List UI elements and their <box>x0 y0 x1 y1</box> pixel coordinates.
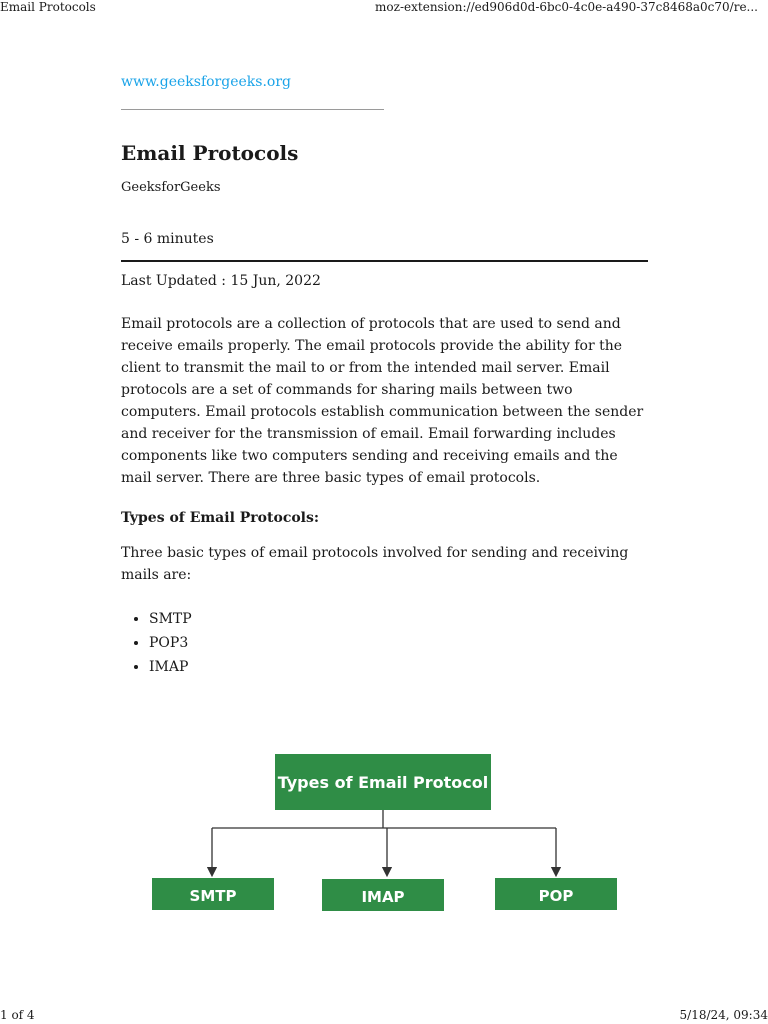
browser-url: moz-extension://ed906d0d-6bc0-4c0e-a490-37c8468a0c70/re... <box>375 0 758 14</box>
browser-page-title: Email Protocols <box>0 0 96 14</box>
last-updated: Last Updated : 15 Jun, 2022 <box>121 273 321 289</box>
list-item-pop3: • POP3 <box>149 631 192 655</box>
protocol-list <box>121 607 192 679</box>
print-timestamp: 5/18/24, 09:34 <box>679 1008 768 1022</box>
read-time: 5 - 6 minutes <box>121 231 214 247</box>
site-link[interactable]: www.geeksforgeeks.org <box>121 74 291 90</box>
list-item-imap: • IMAP <box>149 655 192 679</box>
article-author: GeeksforGeeks <box>121 180 221 195</box>
email-protocol-diagram <box>150 752 620 914</box>
types-heading: Types of Email Protocols: <box>121 510 320 526</box>
page-indicator: 1 of 4 <box>0 1008 35 1022</box>
types-intro-paragraph: Three basic types of email protocols involved for sending and receiving mails are: <box>121 545 629 583</box>
divider-long <box>121 260 648 262</box>
root-box-label: Types of Email Protocol <box>277 773 489 792</box>
imap-box-label: IMAP <box>361 888 405 906</box>
pop-box-label: POP <box>538 887 574 905</box>
intro-paragraph: Email protocols are a collection of protocols that are used to send and receive emails properly. The email protocols provide the ability for the client to transmit the mail to or from the intended mail server. Email protocols are a set of commands for sharing mails between two computers. Email protocols establish communication between the sender and receiver for the transmission of email. Email forwarding includes components like two computers sending and receiving emails and the mail server. There are three basic types of email protocols. <box>121 316 644 486</box>
smtp-box-label: SMTP <box>189 887 237 905</box>
article-title: Email Protocols <box>121 141 299 165</box>
list-item-smtp: • SMTP <box>149 607 192 631</box>
divider-short <box>121 109 384 110</box>
